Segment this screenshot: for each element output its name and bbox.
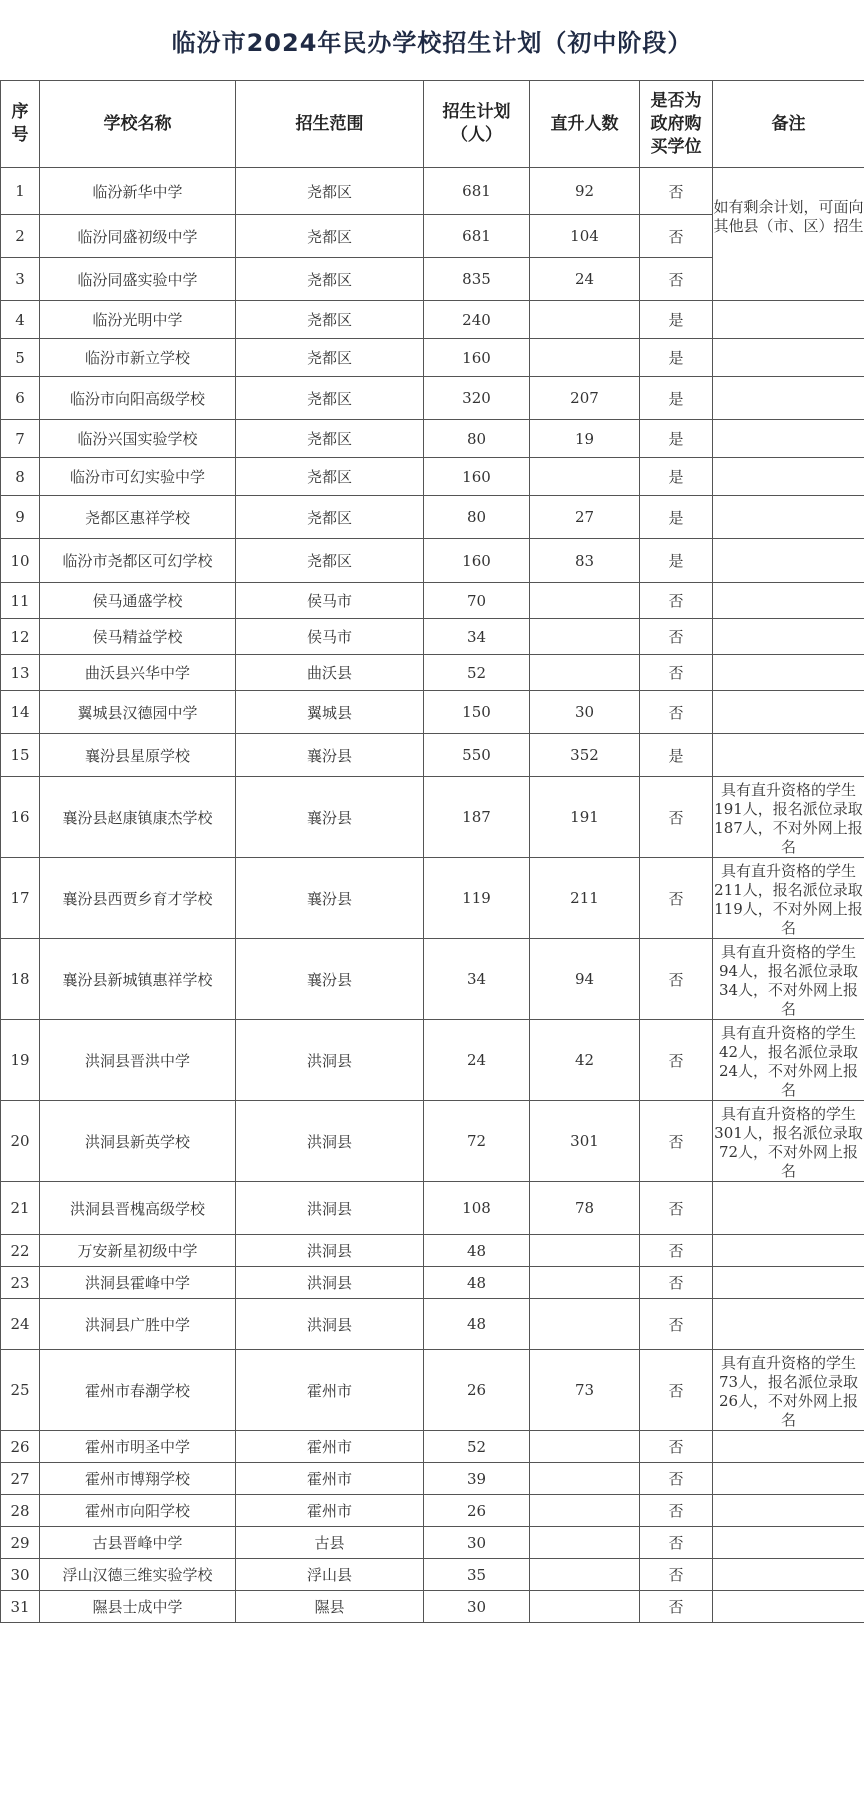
school-name-cell: 翼城县汉德园中学 (40, 691, 236, 734)
row-index-cell: 11 (1, 583, 40, 619)
direct-count-cell (530, 1267, 640, 1299)
plan-count-cell: 160 (424, 539, 530, 583)
note-cell (713, 691, 864, 734)
enrollment-range-cell: 翼城县 (236, 691, 424, 734)
gov-purchased-cell: 是 (640, 734, 713, 777)
table-row (1, 1559, 864, 1591)
direct-count-cell: 42 (530, 1020, 640, 1101)
row-index-cell: 9 (1, 496, 40, 539)
table-row (1, 301, 864, 339)
gov-purchased-cell: 否 (640, 1431, 713, 1463)
document-title: 临汾市2024年民办学校招生计划（初中阶段） (171, 28, 693, 57)
school-name-cell: 隰县士成中学 (40, 1591, 236, 1623)
note-cell (713, 301, 864, 339)
note-cell (713, 458, 864, 496)
school-name-cell: 浮山汉德三维实验学校 (40, 1559, 236, 1591)
plan-count-cell: 80 (424, 496, 530, 539)
table-row (1, 583, 864, 619)
direct-count-cell: 78 (530, 1182, 640, 1235)
enrollment-range-cell: 霍州市 (236, 1463, 424, 1495)
enrollment-range-cell: 尧都区 (236, 458, 424, 496)
row-index-cell: 27 (1, 1463, 40, 1495)
gov-purchased-cell: 否 (640, 1267, 713, 1299)
gov-purchased-cell: 否 (640, 939, 713, 1020)
gov-purchased-cell: 否 (640, 1495, 713, 1527)
gov-purchased-cell: 否 (640, 258, 713, 301)
gov-purchased-cell: 是 (640, 420, 713, 458)
enrollment-range-cell: 洪洞县 (236, 1299, 424, 1350)
gov-purchased-cell: 否 (640, 1235, 713, 1267)
table-row (1, 1101, 864, 1182)
school-name-cell: 襄汾县赵康镇康杰学校 (40, 777, 236, 858)
school-name-cell: 临汾同盛初级中学 (40, 215, 236, 258)
table-row (1, 734, 864, 777)
note-cell: 具有直升资格的学生301人，报名派位录取72人，不对外网上报名 (713, 1101, 864, 1182)
direct-count-cell (530, 1431, 640, 1463)
header-direct-label: 直升人数 (550, 113, 619, 134)
row-index-cell: 19 (1, 1020, 40, 1101)
plan-count-cell: 320 (424, 377, 530, 420)
direct-count-cell (530, 1235, 640, 1267)
table-body (1, 168, 864, 1623)
note-cell (713, 1463, 864, 1495)
note-cell (713, 655, 864, 691)
direct-count-cell: 207 (530, 377, 640, 420)
plan-count-cell: 30 (424, 1527, 530, 1559)
gov-purchased-cell: 否 (640, 691, 713, 734)
school-name-cell: 霍州市春潮学校 (40, 1350, 236, 1431)
enrollment-range-cell: 霍州市 (236, 1431, 424, 1463)
gov-purchased-cell: 是 (640, 377, 713, 420)
school-name-cell: 临汾同盛实验中学 (40, 258, 236, 301)
header-range (236, 81, 424, 168)
plan-count-cell: 160 (424, 458, 530, 496)
header-range-label: 招生范围 (295, 113, 364, 134)
plan-count-cell: 26 (424, 1350, 530, 1431)
enrollment-range-cell: 隰县 (236, 1591, 424, 1623)
note-cell: 具有直升资格的学生73人，报名派位录取26人，不对外网上报名 (713, 1350, 864, 1431)
enrollment-range-cell: 尧都区 (236, 258, 424, 301)
gov-purchased-cell: 否 (640, 1299, 713, 1350)
table-row (1, 1299, 864, 1350)
direct-count-cell (530, 458, 640, 496)
direct-count-cell: 83 (530, 539, 640, 583)
note-cell (713, 377, 864, 420)
direct-count-cell: 27 (530, 496, 640, 539)
table-row (1, 1235, 864, 1267)
gov-purchased-cell: 否 (640, 1020, 713, 1101)
table-row (1, 339, 864, 377)
row-index-cell: 21 (1, 1182, 40, 1235)
gov-purchased-cell: 否 (640, 215, 713, 258)
header-gov-label: 是否为 政府购 买学位 (650, 90, 702, 157)
direct-count-cell (530, 1559, 640, 1591)
note-cell (713, 420, 864, 458)
school-name-cell: 霍州市博翔学校 (40, 1463, 236, 1495)
table-row (1, 377, 864, 420)
header-plan (424, 81, 530, 168)
note-cell (713, 1299, 864, 1350)
enrollment-range-cell: 霍州市 (236, 1495, 424, 1527)
table-row (1, 496, 864, 539)
row-index-cell: 2 (1, 215, 40, 258)
enrollment-range-cell: 襄汾县 (236, 939, 424, 1020)
row-index-cell: 13 (1, 655, 40, 691)
row-index-cell: 14 (1, 691, 40, 734)
enrollment-range-cell: 曲沃县 (236, 655, 424, 691)
note-cell (713, 583, 864, 619)
gov-purchased-cell: 否 (640, 583, 713, 619)
header-gov (640, 81, 713, 168)
merged-note-cell: 如有剩余计划，可面向其他县（市、区）招生 (713, 168, 864, 301)
enrollment-range-cell: 尧都区 (236, 420, 424, 458)
table-row (1, 1527, 864, 1559)
enrollment-range-cell: 襄汾县 (236, 858, 424, 939)
gov-purchased-cell: 否 (640, 168, 713, 215)
school-name-cell: 万安新星初级中学 (40, 1235, 236, 1267)
gov-purchased-cell: 否 (640, 1350, 713, 1431)
direct-count-cell: 211 (530, 858, 640, 939)
table-row (1, 939, 864, 1020)
table-row (1, 1182, 864, 1235)
plan-count-cell: 119 (424, 858, 530, 939)
row-index-cell: 23 (1, 1267, 40, 1299)
note-cell: 具有直升资格的学生94人，报名派位录取34人，不对外网上报名 (713, 939, 864, 1020)
school-name-cell: 洪洞县广胜中学 (40, 1299, 236, 1350)
plan-count-cell: 34 (424, 619, 530, 655)
row-index-cell: 17 (1, 858, 40, 939)
direct-count-cell: 104 (530, 215, 640, 258)
row-index-cell: 29 (1, 1527, 40, 1559)
plan-count-cell: 52 (424, 655, 530, 691)
table-row (1, 458, 864, 496)
direct-count-cell (530, 1299, 640, 1350)
plan-count-cell: 150 (424, 691, 530, 734)
plan-count-cell: 835 (424, 258, 530, 301)
enrollment-range-cell: 洪洞县 (236, 1101, 424, 1182)
row-index-cell: 10 (1, 539, 40, 583)
enrollment-range-cell: 侯马市 (236, 583, 424, 619)
note-cell (713, 496, 864, 539)
plan-count-cell: 681 (424, 215, 530, 258)
table-row (1, 168, 864, 215)
table-row (1, 539, 864, 583)
plan-count-cell: 34 (424, 939, 530, 1020)
plan-count-cell: 48 (424, 1235, 530, 1267)
direct-count-cell (530, 1495, 640, 1527)
table-header-row (1, 81, 864, 168)
direct-count-cell: 301 (530, 1101, 640, 1182)
gov-purchased-cell: 否 (640, 1559, 713, 1591)
gov-purchased-cell: 否 (640, 1527, 713, 1559)
school-name-cell: 临汾市新立学校 (40, 339, 236, 377)
school-name-cell: 尧都区惠祥学校 (40, 496, 236, 539)
note-cell (713, 1591, 864, 1623)
plan-count-cell: 160 (424, 339, 530, 377)
row-index-cell: 3 (1, 258, 40, 301)
plan-count-cell: 80 (424, 420, 530, 458)
direct-count-cell: 24 (530, 258, 640, 301)
table-row (1, 1020, 864, 1101)
gov-purchased-cell: 否 (640, 1101, 713, 1182)
enrollment-range-cell: 襄汾县 (236, 777, 424, 858)
note-cell (713, 1182, 864, 1235)
header-plan-label: 招生计划 （人） (442, 102, 511, 145)
enrollment-range-cell: 洪洞县 (236, 1020, 424, 1101)
enrollment-range-cell: 侯马市 (236, 619, 424, 655)
gov-purchased-cell: 是 (640, 458, 713, 496)
school-name-cell: 霍州市明圣中学 (40, 1431, 236, 1463)
school-name-cell: 临汾市尧都区可幻学校 (40, 539, 236, 583)
note-cell: 具有直升资格的学生191人，报名派位录取187人，不对外网上报名 (713, 777, 864, 858)
school-name-cell: 古县晋峰中学 (40, 1527, 236, 1559)
row-index-cell: 5 (1, 339, 40, 377)
row-index-cell: 16 (1, 777, 40, 858)
enrollment-range-cell: 尧都区 (236, 539, 424, 583)
row-index-cell: 8 (1, 458, 40, 496)
row-index-cell: 15 (1, 734, 40, 777)
gov-purchased-cell: 否 (640, 655, 713, 691)
note-cell (713, 619, 864, 655)
table-row (1, 1495, 864, 1527)
row-index-cell: 28 (1, 1495, 40, 1527)
note-cell (713, 1235, 864, 1267)
school-name-cell: 襄汾县星原学校 (40, 734, 236, 777)
row-index-cell: 12 (1, 619, 40, 655)
enrollment-range-cell: 洪洞县 (236, 1182, 424, 1235)
direct-count-cell: 191 (530, 777, 640, 858)
table-row (1, 1350, 864, 1431)
school-name-cell: 洪洞县晋槐高级学校 (40, 1182, 236, 1235)
enrollment-range-cell: 襄汾县 (236, 734, 424, 777)
note-cell: 具有直升资格的学生42人，报名派位录取24人，不对外网上报名 (713, 1020, 864, 1101)
row-index-cell: 25 (1, 1350, 40, 1431)
table-row (1, 619, 864, 655)
gov-purchased-cell: 否 (640, 858, 713, 939)
note-cell (713, 1495, 864, 1527)
row-index-cell: 7 (1, 420, 40, 458)
note-cell (713, 1267, 864, 1299)
enrollment-range-cell: 洪洞县 (236, 1235, 424, 1267)
enrollment-range-cell: 尧都区 (236, 377, 424, 420)
school-name-cell: 临汾市向阳高级学校 (40, 377, 236, 420)
plan-count-cell: 48 (424, 1299, 530, 1350)
direct-count-cell (530, 619, 640, 655)
note-cell (713, 339, 864, 377)
direct-count-cell: 352 (530, 734, 640, 777)
plan-count-cell: 72 (424, 1101, 530, 1182)
gov-purchased-cell: 是 (640, 539, 713, 583)
school-name-cell: 临汾新华中学 (40, 168, 236, 215)
row-index-cell: 1 (1, 168, 40, 215)
direct-count-cell: 30 (530, 691, 640, 734)
school-name-cell: 洪洞县霍峰中学 (40, 1267, 236, 1299)
enrollment-range-cell: 尧都区 (236, 215, 424, 258)
row-index-cell: 4 (1, 301, 40, 339)
direct-count-cell: 94 (530, 939, 640, 1020)
school-name-cell: 曲沃县兴华中学 (40, 655, 236, 691)
note-cell (713, 1431, 864, 1463)
header-school-label: 学校名称 (103, 113, 172, 134)
gov-purchased-cell: 是 (640, 496, 713, 539)
gov-purchased-cell: 否 (640, 1182, 713, 1235)
note-cell (713, 1559, 864, 1591)
table-row (1, 777, 864, 858)
header-index-label: 序 号 (11, 102, 29, 145)
note-cell: 具有直升资格的学生211人，报名派位录取119人，不对外网上报名 (713, 858, 864, 939)
direct-count-cell (530, 1527, 640, 1559)
school-name-cell: 侯马通盛学校 (40, 583, 236, 619)
enrollment-range-cell: 尧都区 (236, 339, 424, 377)
table-row (1, 1431, 864, 1463)
plan-count-cell: 681 (424, 168, 530, 215)
enrollment-range-cell: 尧都区 (236, 301, 424, 339)
gov-purchased-cell: 否 (640, 1463, 713, 1495)
school-name-cell: 临汾光明中学 (40, 301, 236, 339)
enrollment-range-cell: 霍州市 (236, 1350, 424, 1431)
table-row (1, 858, 864, 939)
row-index-cell: 20 (1, 1101, 40, 1182)
direct-count-cell (530, 655, 640, 691)
plan-count-cell: 39 (424, 1463, 530, 1495)
plan-count-cell: 30 (424, 1591, 530, 1623)
table-row (1, 420, 864, 458)
enrollment-range-cell: 尧都区 (236, 496, 424, 539)
header-index (1, 81, 40, 168)
header-note-label: 备注 (771, 113, 806, 134)
plan-count-cell: 240 (424, 301, 530, 339)
enrollment-plan-table (0, 80, 864, 1623)
gov-purchased-cell: 否 (640, 619, 713, 655)
direct-count-cell: 73 (530, 1350, 640, 1431)
plan-count-cell: 550 (424, 734, 530, 777)
gov-purchased-cell: 否 (640, 777, 713, 858)
plan-count-cell: 70 (424, 583, 530, 619)
row-index-cell: 30 (1, 1559, 40, 1591)
enrollment-range-cell: 尧都区 (236, 168, 424, 215)
direct-count-cell: 92 (530, 168, 640, 215)
direct-count-cell (530, 339, 640, 377)
row-index-cell: 31 (1, 1591, 40, 1623)
gov-purchased-cell: 否 (640, 1591, 713, 1623)
table-row (1, 1267, 864, 1299)
direct-count-cell (530, 1591, 640, 1623)
row-index-cell: 18 (1, 939, 40, 1020)
school-name-cell: 洪洞县晋洪中学 (40, 1020, 236, 1101)
row-index-cell: 6 (1, 377, 40, 420)
school-name-cell: 霍州市向阳学校 (40, 1495, 236, 1527)
plan-count-cell: 48 (424, 1267, 530, 1299)
direct-count-cell (530, 301, 640, 339)
note-cell (713, 539, 864, 583)
plan-count-cell: 108 (424, 1182, 530, 1235)
table-row (1, 655, 864, 691)
table-row (1, 1463, 864, 1495)
school-name-cell: 侯马精益学校 (40, 619, 236, 655)
enrollment-range-cell: 洪洞县 (236, 1267, 424, 1299)
plan-count-cell: 52 (424, 1431, 530, 1463)
row-index-cell: 26 (1, 1431, 40, 1463)
plan-count-cell: 24 (424, 1020, 530, 1101)
school-name-cell: 临汾兴国实验学校 (40, 420, 236, 458)
table-row (1, 1591, 864, 1623)
enrollment-range-cell: 古县 (236, 1527, 424, 1559)
note-cell (713, 734, 864, 777)
gov-purchased-cell: 是 (640, 339, 713, 377)
plan-count-cell: 35 (424, 1559, 530, 1591)
plan-count-cell: 187 (424, 777, 530, 858)
plan-count-cell: 26 (424, 1495, 530, 1527)
enrollment-range-cell: 浮山县 (236, 1559, 424, 1591)
row-index-cell: 24 (1, 1299, 40, 1350)
school-name-cell: 洪洞县新英学校 (40, 1101, 236, 1182)
header-direct (530, 81, 640, 168)
table-row (1, 691, 864, 734)
note-cell (713, 1527, 864, 1559)
direct-count-cell (530, 1463, 640, 1495)
school-name-cell: 临汾市可幻实验中学 (40, 458, 236, 496)
header-school (40, 81, 236, 168)
school-name-cell: 襄汾县新城镇惠祥学校 (40, 939, 236, 1020)
direct-count-cell: 19 (530, 420, 640, 458)
gov-purchased-cell: 是 (640, 301, 713, 339)
school-name-cell: 襄汾县西贾乡育才学校 (40, 858, 236, 939)
header-note (713, 81, 864, 168)
row-index-cell: 22 (1, 1235, 40, 1267)
direct-count-cell (530, 583, 640, 619)
